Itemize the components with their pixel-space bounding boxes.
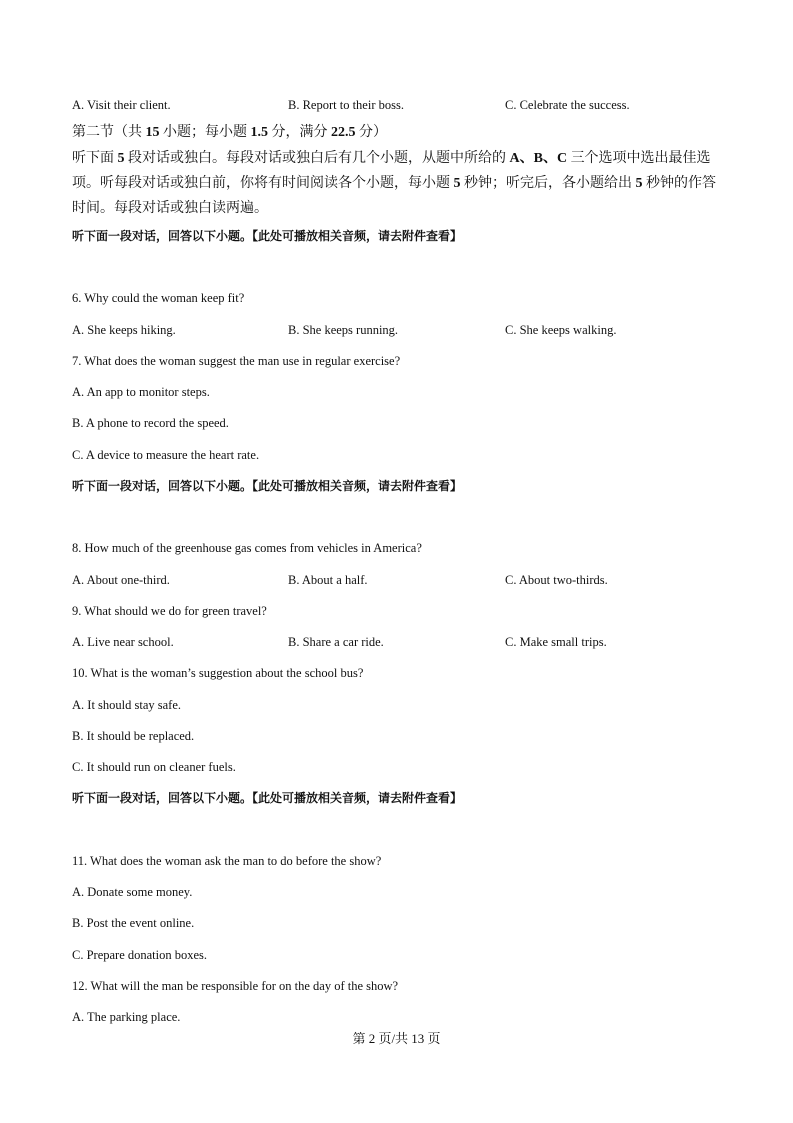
q6-option-a: A. She keeps hiking. (72, 323, 176, 337)
q11-option-b: B. Post the event online. (72, 916, 195, 930)
question-8: 8. How much of the greenhouse gas comes from vehicles in America? (72, 541, 422, 555)
question-11: 11. What does the woman ask the man to do before the show? (72, 854, 382, 868)
section-instructions: 听下面 5 段对话或独白。每段对话或独白后有几个小题，从题中所给的 A、B、C 三个选项中选出最佳选项。听每段对话或独白前，你将有时间阅读各个小题，每小题 5 秒钟；听完后，各小题给出 5 秒钟的作答时间。每段对话或独白读两遍。 (72, 151, 716, 216)
q7-option-c: C. A device to measure the heart rate. (72, 448, 260, 462)
question-12: 12. What will the man be responsible for on the day of the show? (72, 979, 399, 993)
q9-option-b: B. Share a car ride. (288, 635, 384, 649)
q10-option-b: B. It should be replaced. (72, 729, 195, 743)
q8-option-a: A. About one-third. (72, 573, 170, 587)
audio-cue: 听下面一段对话，回答以下小题。【此处可播放相关音频，请去附件查看】 (72, 791, 463, 805)
question-6: 6. Why could the woman keep fit? (72, 291, 245, 305)
page-footer: 第 2 页/共 13 页 (352, 1031, 441, 1046)
section-title: 第二节（共 15 小题；每小题 1.5 分，满分 22.5 分） (72, 125, 387, 140)
q8-option-b: B. About a half. (288, 573, 368, 587)
question-7: 7. What does the woman suggest the man use in regular exercise? (72, 354, 401, 368)
q7-option-a: A. An app to monitor steps. (72, 385, 210, 399)
q5-option-a: A. Visit their client. (72, 98, 171, 112)
q11-option-a: A. Donate some money. (72, 885, 193, 899)
q6-option-c: C. She keeps walking. (505, 323, 617, 337)
q10-option-c: C. It should run on cleaner fuels. (72, 760, 236, 774)
q7-option-b: B. A phone to record the speed. (72, 416, 229, 430)
q6-option-b: B. She keeps running. (288, 323, 399, 337)
question-10: 10. What is the woman’s suggestion about the school bus? (72, 666, 364, 680)
q11-option-c: C. Prepare donation boxes. (72, 948, 208, 962)
q5-option-c: C. Celebrate the success. (505, 98, 630, 112)
q10-option-a: A. It should stay safe. (72, 698, 182, 712)
q12-option-a: A. The parking place. (72, 1010, 181, 1024)
audio-cue: 听下面一段对话，回答以下小题。【此处可播放相关音频，请去附件查看】 (72, 229, 463, 243)
question-9: 9. What should we do for green travel? (72, 604, 267, 618)
q9-option-a: A. Live near school. (72, 635, 174, 649)
q9-option-c: C. Make small trips. (505, 635, 607, 649)
q5-option-b: B. Report to their boss. (288, 98, 404, 112)
q8-option-c: C. About two-thirds. (505, 573, 608, 587)
audio-cue: 听下面一段对话，回答以下小题。【此处可播放相关音频，请去附件查看】 (72, 479, 463, 493)
